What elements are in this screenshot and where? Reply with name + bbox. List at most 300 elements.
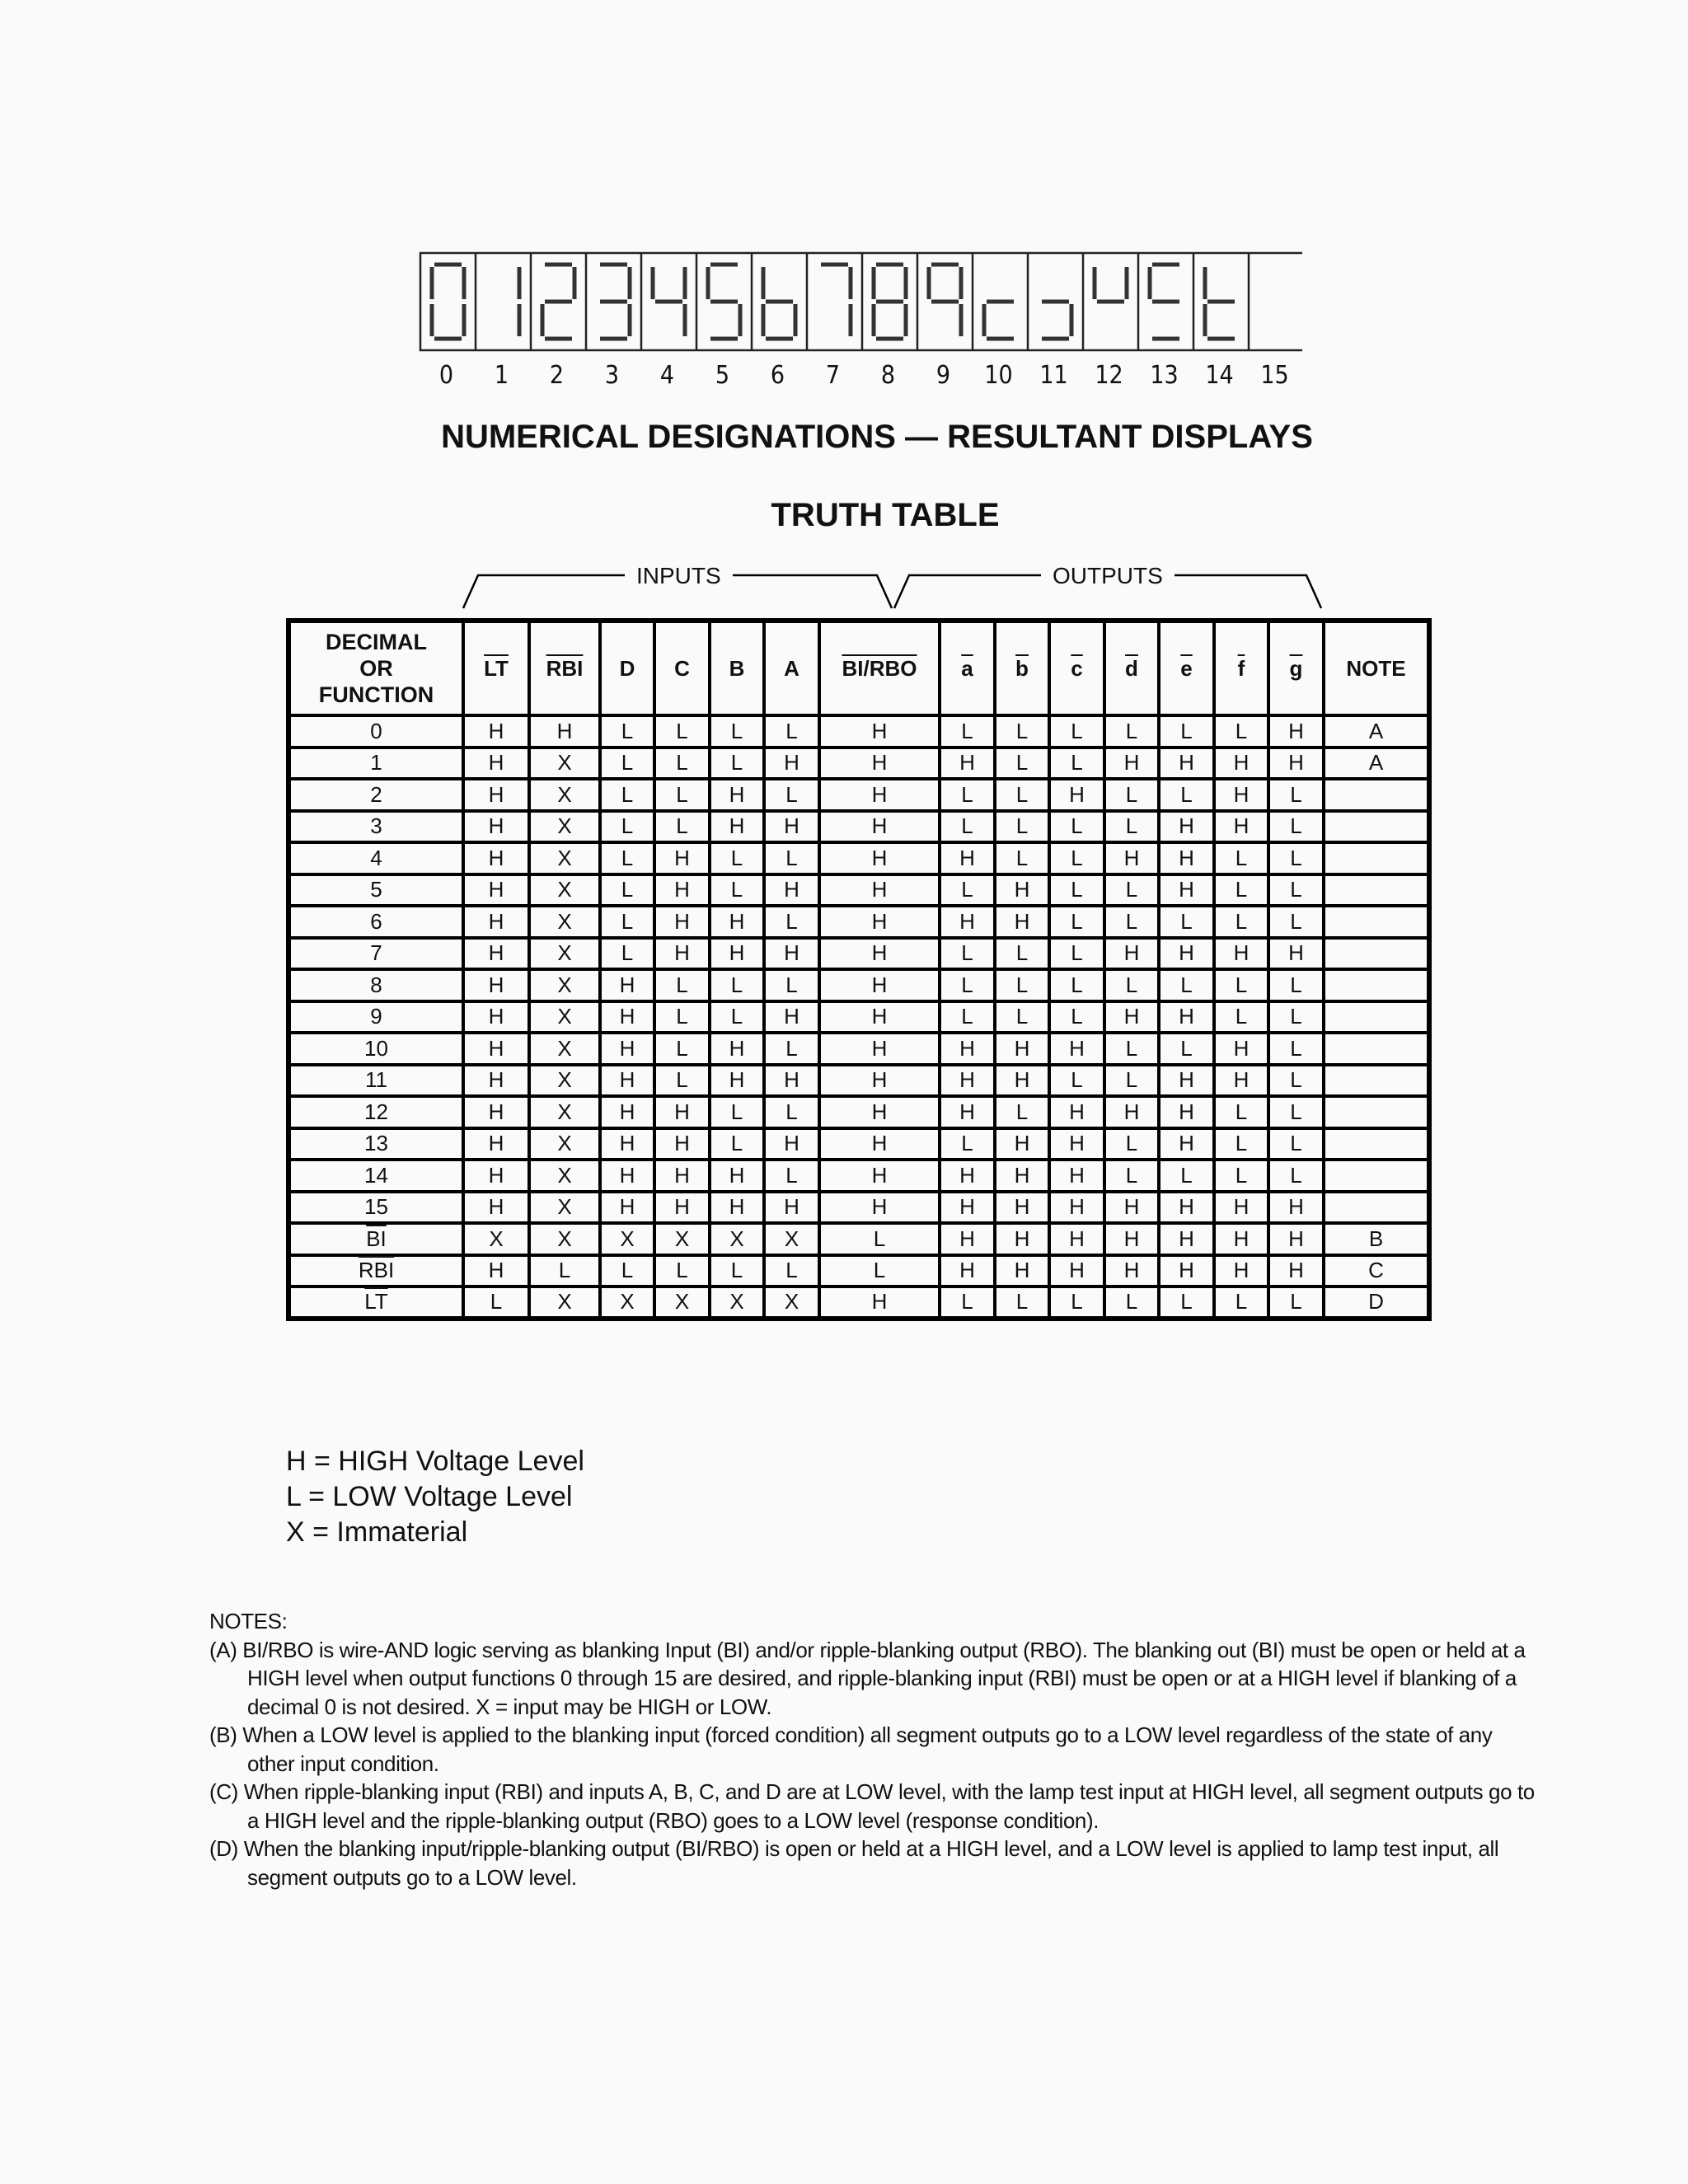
table-cell xyxy=(1049,715,1104,748)
table-cell xyxy=(940,842,995,874)
table-cell xyxy=(1268,874,1324,907)
table-cell xyxy=(463,1096,529,1128)
cell-value: L xyxy=(785,718,798,743)
header-c xyxy=(654,621,710,715)
cell-value: H xyxy=(619,1162,635,1188)
table-cell xyxy=(529,811,600,843)
cell-value: L xyxy=(785,845,798,870)
cell-value: H xyxy=(619,1035,635,1061)
cell-value: L xyxy=(1071,813,1083,839)
header-lt xyxy=(463,621,529,715)
table-cell xyxy=(1324,811,1429,843)
table-cell xyxy=(1214,1223,1268,1255)
table-cell xyxy=(1324,842,1429,874)
cell-value: X xyxy=(557,845,572,870)
cell-value: H xyxy=(959,908,975,934)
table-cell xyxy=(940,1033,995,1065)
cell-value: L xyxy=(1071,908,1083,934)
cell-value: H xyxy=(1123,1004,1140,1029)
table-cell xyxy=(1268,1286,1324,1319)
header-function-line: DECIMAL xyxy=(326,630,427,654)
table-cell xyxy=(710,874,764,907)
table-cell xyxy=(1214,1096,1268,1128)
cell-value: H xyxy=(784,1067,799,1093)
cell-value: L xyxy=(730,1258,743,1283)
cell-value: L xyxy=(1071,845,1083,870)
table-cell xyxy=(764,969,819,1001)
table-cell xyxy=(654,969,710,1001)
table-cell xyxy=(995,748,1049,780)
table-cell xyxy=(995,1223,1049,1255)
inputs-group-label: INPUTS xyxy=(625,563,733,589)
table-cell xyxy=(1104,811,1159,843)
cell-value: H xyxy=(784,1131,799,1156)
cell-value: H xyxy=(488,877,504,902)
cell-value: H xyxy=(488,1035,504,1061)
cell-value: H xyxy=(1123,750,1140,776)
cell-value: L xyxy=(961,940,973,966)
table-cell xyxy=(940,938,995,970)
cell-value: X xyxy=(557,1162,572,1188)
cell-value: H xyxy=(871,1004,888,1029)
cell-value: H xyxy=(871,1289,888,1315)
cell-value: L xyxy=(961,1004,973,1029)
table-cell xyxy=(995,1033,1049,1065)
table-cell xyxy=(710,1033,764,1065)
table-cell xyxy=(995,1255,1049,1287)
cell-value: H xyxy=(488,972,504,997)
table-cell xyxy=(819,1286,940,1319)
table-cell xyxy=(940,906,995,938)
table-cell xyxy=(710,842,764,874)
cell-value: L xyxy=(1290,813,1302,839)
cell-value: H xyxy=(1179,845,1194,870)
table-cell xyxy=(764,779,819,811)
cell-value: H xyxy=(871,813,888,839)
table-cell xyxy=(529,1096,600,1128)
cell-value: H xyxy=(959,1162,975,1188)
table-cell xyxy=(1104,969,1159,1001)
table-cell xyxy=(940,1286,995,1319)
table-cell xyxy=(940,748,995,780)
cell-value: X xyxy=(729,1289,744,1315)
table-cell xyxy=(529,779,600,811)
table-cell xyxy=(710,1001,764,1033)
note-d: (D) When the blanking input/ripple-blanking output (BI/RBO) is open or held at a HIGH level, and a LOW level is applied to lamp test input, all segment outputs go to a LOW level. xyxy=(209,1836,1499,1890)
table-cell xyxy=(819,1001,940,1033)
cell-value: H xyxy=(959,845,975,870)
cell-value: X xyxy=(674,1226,690,1251)
cell-value: H xyxy=(1288,1226,1304,1251)
cell-value: H xyxy=(619,1194,635,1220)
cell-value: L xyxy=(961,781,973,807)
cell-value: H xyxy=(1014,877,1030,902)
header-a xyxy=(764,621,819,715)
table-cell xyxy=(1159,938,1214,970)
table-cell xyxy=(1324,1255,1429,1287)
table-cell xyxy=(995,874,1049,907)
cell-value: H xyxy=(1179,1067,1194,1093)
table-cell xyxy=(654,1286,710,1319)
table-row xyxy=(288,779,1429,811)
table-cell xyxy=(600,1065,654,1097)
cell-value: L xyxy=(1015,781,1029,807)
cell-value: X xyxy=(557,1194,572,1220)
cell-value: L xyxy=(961,813,973,839)
header-label: A xyxy=(784,655,799,681)
function-cell xyxy=(288,1096,463,1128)
cell-value: L xyxy=(785,781,798,807)
cell-value: $\overline{BI}$ xyxy=(366,1226,387,1251)
table-cell xyxy=(1214,1033,1268,1065)
cell-value: L xyxy=(676,781,688,807)
function-cell xyxy=(288,748,463,780)
table-cell xyxy=(764,1065,819,1097)
table-cell xyxy=(710,1065,764,1097)
function-cell xyxy=(288,1286,463,1319)
table-cell xyxy=(940,969,995,1001)
table-cell xyxy=(764,1223,819,1255)
cell-value: L xyxy=(1290,845,1302,870)
table-cell xyxy=(1268,1033,1324,1065)
table-cell xyxy=(995,938,1049,970)
table-cell xyxy=(710,779,764,811)
table-row xyxy=(288,1223,1429,1255)
table-cell xyxy=(654,1128,710,1160)
cell-value: L xyxy=(1015,718,1029,743)
function-cell xyxy=(288,779,463,811)
table-cell xyxy=(1104,1096,1159,1128)
table-cell xyxy=(463,1223,529,1255)
cell-value: H xyxy=(488,750,504,776)
table-row xyxy=(288,1001,1429,1033)
table-cell xyxy=(819,1128,940,1160)
table-cell xyxy=(764,842,819,874)
cell-value: L xyxy=(1071,972,1083,997)
cell-value: H xyxy=(1123,1194,1140,1220)
cell-value: H xyxy=(1014,1226,1030,1251)
cell-value: L xyxy=(1235,718,1248,743)
table-cell xyxy=(1159,1096,1214,1128)
cell-value: H xyxy=(784,1004,799,1029)
cell-value: H xyxy=(871,845,888,870)
table-cell xyxy=(1214,779,1268,811)
cell-value: 8 xyxy=(370,972,382,997)
cell-value: X xyxy=(557,1035,572,1061)
cell-value: L xyxy=(873,1258,886,1283)
cell-value: L xyxy=(1235,1131,1248,1156)
cell-value: H xyxy=(1069,1258,1085,1283)
cell-value: 7 xyxy=(370,940,382,966)
table-cell xyxy=(1049,969,1104,1001)
cell-value: L xyxy=(1180,781,1193,807)
table-cell xyxy=(1324,906,1429,938)
header-label: $\overline{f}$ xyxy=(1237,655,1245,681)
table-cell xyxy=(1049,1255,1104,1287)
cell-value: H xyxy=(784,813,799,839)
table-cell xyxy=(463,748,529,780)
table-cell xyxy=(995,969,1049,1001)
digit-label: 7 xyxy=(825,361,841,390)
cell-value: L xyxy=(1071,1004,1083,1029)
cell-value: L xyxy=(621,940,634,966)
cell-value: H xyxy=(729,940,745,966)
cell-value: L xyxy=(730,750,743,776)
cell-value: H xyxy=(1233,1226,1250,1251)
table-cell xyxy=(1049,1128,1104,1160)
table-cell xyxy=(654,906,710,938)
cell-value: H xyxy=(1179,1004,1194,1029)
cell-value: L xyxy=(1235,845,1248,870)
table-row xyxy=(288,1160,1429,1192)
table-cell xyxy=(1268,906,1324,938)
cell-value: H xyxy=(488,908,504,934)
table-cell xyxy=(1049,1001,1104,1033)
header-seg-c xyxy=(1049,621,1104,715)
function-cell xyxy=(288,842,463,874)
cell-value: H xyxy=(1179,813,1194,839)
table-row xyxy=(288,1096,1429,1128)
cell-value: H xyxy=(674,908,690,934)
cell-value: D xyxy=(1368,1289,1384,1315)
function-cell xyxy=(288,874,463,907)
cell-value: L xyxy=(621,781,634,807)
truth-table xyxy=(286,618,1432,1321)
table-cell xyxy=(1268,842,1324,874)
table-cell xyxy=(1268,811,1324,843)
cell-value: H xyxy=(959,1258,975,1283)
cell-value: L xyxy=(1290,908,1302,934)
cell-value: H xyxy=(1069,1162,1085,1188)
cell-value: X xyxy=(489,1226,504,1251)
cell-value: L xyxy=(1125,908,1138,934)
table-cell xyxy=(995,1286,1049,1319)
table-cell xyxy=(1104,1255,1159,1287)
table-cell xyxy=(654,748,710,780)
cell-value: X xyxy=(557,877,572,902)
table-cell xyxy=(1214,1160,1268,1192)
table-cell xyxy=(1214,811,1268,843)
table-cell xyxy=(1104,748,1159,780)
cell-value: 14 xyxy=(364,1162,388,1188)
cell-value: H xyxy=(1069,781,1085,807)
table-cell xyxy=(819,906,940,938)
table-cell xyxy=(463,779,529,811)
cell-value: H xyxy=(1288,718,1304,743)
cell-value: A xyxy=(1368,750,1384,776)
cell-value: L xyxy=(730,877,743,902)
digit-label: 9 xyxy=(935,361,951,390)
table-cell xyxy=(1159,874,1214,907)
cell-value: H xyxy=(619,1131,635,1156)
table-cell xyxy=(600,874,654,907)
header-label: B xyxy=(729,655,745,681)
cell-value: L xyxy=(1015,845,1029,870)
table-cell xyxy=(1104,938,1159,970)
cell-value: H xyxy=(871,781,888,807)
table-cell xyxy=(940,779,995,811)
table-cell xyxy=(1159,906,1214,938)
cell-value: L xyxy=(1015,1004,1029,1029)
cell-value: H xyxy=(1069,1226,1085,1251)
digit-label: 2 xyxy=(549,361,565,390)
cell-value: H xyxy=(1288,750,1304,776)
table-cell xyxy=(1159,1192,1214,1224)
table-row xyxy=(288,1192,1429,1224)
cell-value: L xyxy=(1290,1099,1302,1124)
table-cell xyxy=(819,779,940,811)
table-cell xyxy=(463,1065,529,1097)
notes-section xyxy=(209,1607,1545,1891)
table-cell xyxy=(710,715,764,748)
cell-value: H xyxy=(1014,1035,1030,1061)
table-cell xyxy=(463,1160,529,1192)
digit-labels xyxy=(419,361,1301,394)
cell-value: L xyxy=(1015,940,1029,966)
cell-value: H xyxy=(1179,1226,1194,1251)
legend-high: H = HIGH Voltage Level xyxy=(286,1446,584,1477)
cell-value: H xyxy=(729,1035,745,1061)
header-function-line: FUNCTION xyxy=(318,682,434,707)
table-cell xyxy=(1324,1223,1429,1255)
cell-value: H xyxy=(1288,1258,1304,1283)
table-cell xyxy=(710,1223,764,1255)
cell-value: L xyxy=(621,1258,634,1283)
cell-value: H xyxy=(674,1099,690,1124)
table-cell xyxy=(1049,1192,1104,1224)
cell-value: H xyxy=(1123,1099,1140,1124)
function-cell xyxy=(288,906,463,938)
table-cell xyxy=(654,1033,710,1065)
cell-value: H xyxy=(488,845,504,870)
table-cell xyxy=(764,715,819,748)
legend-low: L = LOW Voltage Level xyxy=(286,1481,573,1512)
table-cell xyxy=(463,1192,529,1224)
cell-value: L xyxy=(621,813,634,839)
table-cell xyxy=(1324,1286,1429,1319)
cell-value: X xyxy=(557,813,572,839)
table-cell xyxy=(529,1192,600,1224)
cell-value: L xyxy=(785,972,798,997)
table-cell xyxy=(600,1286,654,1319)
cell-value: H xyxy=(1014,1194,1030,1220)
cell-value: X xyxy=(729,1226,744,1251)
cell-value: H xyxy=(488,1194,504,1220)
cell-value: H xyxy=(871,908,888,934)
header-row xyxy=(288,621,1429,715)
function-cell xyxy=(288,1001,463,1033)
table-cell xyxy=(995,1160,1049,1192)
cell-value: X xyxy=(557,1289,572,1315)
cell-value: H xyxy=(1233,1194,1250,1220)
cell-value: H xyxy=(871,1035,888,1061)
table-cell xyxy=(463,715,529,748)
table-cell xyxy=(995,715,1049,748)
header-seg-d xyxy=(1104,621,1159,715)
cell-value: H xyxy=(729,1067,745,1093)
table-cell xyxy=(940,715,995,748)
header-label: $\overline{g}$ xyxy=(1289,655,1303,681)
table-cell xyxy=(463,969,529,1001)
cell-value: H xyxy=(1233,1035,1250,1061)
table-cell xyxy=(529,715,600,748)
table-cell xyxy=(764,1033,819,1065)
cell-value: L xyxy=(1015,1099,1029,1124)
cell-value: H xyxy=(729,908,745,934)
header-label: $\overline{b}$ xyxy=(1015,655,1029,681)
table-cell xyxy=(995,1192,1049,1224)
cell-value: 2 xyxy=(370,781,382,807)
table-cell xyxy=(600,906,654,938)
digit-label: 13 xyxy=(1150,361,1179,390)
table-cell xyxy=(940,874,995,907)
table-cell xyxy=(463,1255,529,1287)
table-cell xyxy=(1324,969,1429,1001)
table-cell xyxy=(1104,715,1159,748)
digit-label: 11 xyxy=(1039,361,1068,390)
cell-value: H xyxy=(1233,1258,1250,1283)
table-cell xyxy=(654,1065,710,1097)
table-cell xyxy=(529,1128,600,1160)
digit-label: 12 xyxy=(1095,361,1123,390)
table-cell xyxy=(1104,779,1159,811)
table-cell xyxy=(529,1001,600,1033)
display-title: NUMERICAL DESIGNATIONS — RESULTANT DISPLAYS xyxy=(441,419,1313,455)
header-seg-f xyxy=(1214,621,1268,715)
table-cell xyxy=(1214,969,1268,1001)
cell-value: H xyxy=(871,718,888,743)
cell-value: L xyxy=(1125,813,1138,839)
cell-value: X xyxy=(557,972,572,997)
table-cell xyxy=(764,1096,819,1128)
table-row xyxy=(288,1033,1429,1065)
note-a: (A) BI/RBO is wire-AND logic serving as blanking Input (BI) and/or ripple-blanking output (RBO). The blanking out (BI) must be open or held at a HIGH level when output functions 0 through 15 are desired, and ripple-blanking input (RBI) must be open or at a HIGH level if blanking of a decimal 0 is not desired. X = input may be HIGH or LOW. xyxy=(209,1637,1526,1719)
cell-value: L xyxy=(785,908,798,934)
header-label: $\overline{e}$ xyxy=(1180,655,1193,681)
table-cell xyxy=(1104,842,1159,874)
cell-value: L xyxy=(1290,972,1302,997)
cell-value: L xyxy=(730,718,743,743)
table-cell xyxy=(654,779,710,811)
table-cell xyxy=(1159,1160,1214,1192)
function-cell xyxy=(288,1160,463,1192)
header-seg-b xyxy=(995,621,1049,715)
table-cell xyxy=(529,748,600,780)
table-cell xyxy=(1159,748,1214,780)
table-cell xyxy=(654,1255,710,1287)
table-cell xyxy=(1159,1255,1214,1287)
cell-value: L xyxy=(1125,1289,1138,1315)
table-cell xyxy=(819,1096,940,1128)
cell-value: 13 xyxy=(364,1131,388,1156)
table-cell xyxy=(819,1160,940,1192)
header-seg-g xyxy=(1268,621,1324,715)
cell-value: $\overline{LT}$ xyxy=(364,1289,388,1315)
table-cell xyxy=(600,842,654,874)
table-cell xyxy=(1214,938,1268,970)
cell-value: H xyxy=(674,1194,690,1220)
cell-value: H xyxy=(1179,1258,1194,1283)
cell-value: L xyxy=(1235,908,1248,934)
header-function-line: OR xyxy=(359,656,393,681)
cell-value: H xyxy=(488,940,504,966)
cell-value: 0 xyxy=(370,718,382,743)
table-cell xyxy=(819,1255,940,1287)
cell-value: C xyxy=(1368,1258,1384,1283)
table-cell xyxy=(995,1128,1049,1160)
cell-value: L xyxy=(873,1226,886,1251)
table-cell xyxy=(1214,1286,1268,1319)
